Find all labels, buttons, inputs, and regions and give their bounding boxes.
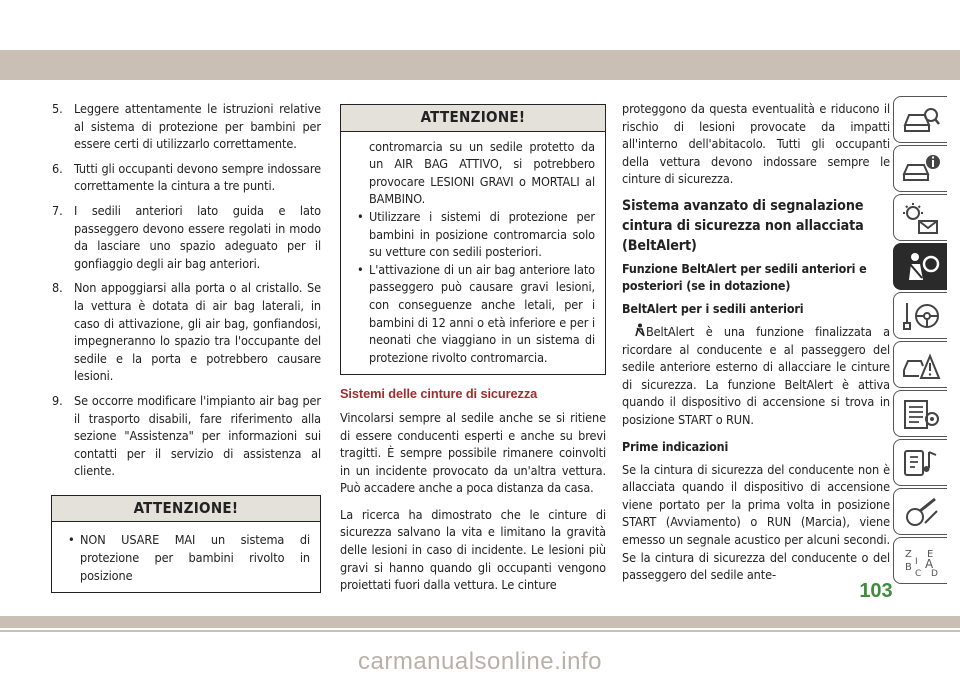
- tab-steering-key[interactable]: [893, 292, 947, 339]
- warning-bullet: • L'attivazione di un air bag anteriore lato passeggero può causare gravi lesioni, con conseguenze anche letali, per i bambini di 12 anni o età inferiore e per i neonati che viaggiano in un sistema di protezione rivolto contromarcia.: [357, 261, 595, 367]
- list-item: [51, 100, 321, 153]
- header-band: [0, 50, 960, 80]
- list-number: 9.: [52, 392, 63, 408]
- warning-title: ATTENZIONE!: [341, 105, 605, 132]
- svg-text:D: D: [930, 568, 938, 578]
- list-item: [51, 392, 321, 480]
- tab-maintenance[interactable]: [893, 390, 947, 437]
- list-number: 5.: [52, 101, 63, 116]
- svg-text:I: I: [914, 556, 918, 567]
- warning-box: [340, 104, 606, 375]
- list-number: 7.: [52, 202, 63, 218]
- middle-column: [340, 104, 606, 603]
- footer-line: [0, 630, 960, 632]
- page-number: 103: [859, 580, 893, 602]
- paragraph: La ricerca ha dimostrato che le cinture di sicurezza salvano la vita e limitano la gravità delle lesioni in caso di incidente. Le lesioni più gravi si hanno quando gli occupanti vengono proiettati fuori dalla vettura. Le cinture: [340, 506, 606, 593]
- list-item: [51, 202, 321, 272]
- beltalert-text: BeltAlert è una funzione finalizzata a ricordare al conducente e al passeggero del sedile anteriore esterno di allacciare le cinture di sicurezza. La funzione BeltAlert è attiva quando il dispositivo di accensione si trova in posizione START o RUN.: [622, 323, 890, 427]
- tab-multimedia[interactable]: [893, 439, 947, 486]
- subheading: BeltAlert per i sedili anteriori: [622, 300, 804, 316]
- subheading: Funzione BeltAlert per sedili anteriori e posteriori (se in dotazione): [622, 260, 867, 293]
- paragraph: Vincolarsi sempre al sedile anche se si ritiene di essere conducenti esperti e anche su brevi tragitti. È sempre possibile rimanere coinvolti in un incidente provocato da un'altra vettura. Può accadere anche a poca distanza da casa.: [340, 409, 606, 496]
- warning-box: [51, 495, 321, 593]
- list-item: [51, 279, 321, 385]
- steering-key-icon: [901, 299, 941, 333]
- left-column: [51, 100, 321, 593]
- section-heading: Sistema avanzato di segnalazione cintura di sicurezza non allacciata (BeltAlert): [622, 197, 864, 254]
- chapter-tabs: [893, 96, 947, 586]
- instruction-list: [51, 100, 321, 480]
- tools-icon: [901, 495, 941, 529]
- subheading: Prime indicazioni: [622, 438, 729, 454]
- warning-body: [341, 132, 605, 375]
- list-text: Tutti gli occupanti devono sempre indossare correttamente la cintura a tre punti.: [74, 160, 321, 194]
- seatbelt-airbag-icon: [901, 250, 941, 284]
- tab-car-warning[interactable]: [893, 341, 947, 388]
- multimedia-icon: [901, 446, 941, 480]
- list-text: Non appoggiarsi alla porta o al cristallo. Se la vettura è dotata di air bag laterali, in caso di attivazione, gli air bag, gonfiandosi, impegneranno lo spazio tra l'occupante del sedile e la porta e potrebbero causare lesioni.: [74, 280, 321, 384]
- car-warning-triangle-icon: [901, 348, 941, 382]
- warning-title: ATTENZIONE!: [52, 496, 320, 523]
- list-number: 8.: [52, 280, 63, 296]
- tab-index[interactable]: [893, 537, 947, 584]
- svg-text:B: B: [904, 561, 912, 573]
- svg-text:E: E: [926, 548, 933, 560]
- warning-bullet: • NON USARE MAI un sistema di protezione per bambini rivolto in posizione: [68, 531, 310, 584]
- car-search-icon: [901, 103, 941, 137]
- alphabetical-index-icon: [901, 544, 941, 578]
- section-title: Sistemi delle cinture di sicurezza: [340, 386, 538, 402]
- maintenance-checklist-icon: [901, 397, 941, 431]
- list-item: [51, 160, 321, 195]
- tab-car-info[interactable]: [893, 145, 947, 192]
- svg-text:Z: Z: [904, 548, 912, 560]
- svg-text:C: C: [914, 568, 921, 578]
- paragraph: proteggono da questa eventualità e riducono il rischio di lesioni provocate da impatti all'interno dell'abitacolo. Tutti gli occupanti della vettura devono indossare sempre le cinture di sicurezza.: [622, 101, 890, 187]
- tab-seatbelt-airbag[interactable]: [893, 243, 947, 290]
- list-text: Se occorre modificare l'impianto air bag per il trasporto disabili, fare riferimento alla sezione "Assistenza" per informazioni sui contatti per il servizio di assistenza al cliente.: [74, 392, 321, 479]
- right-column: [622, 100, 890, 593]
- svg-text:A: A: [924, 556, 933, 571]
- warning-bullet: • Utilizzare i sistemi di protezione per bambini in posizione contromarcia solo su vetture con sedili posteriori.: [357, 208, 595, 261]
- watermark: carmanualsonline.info: [358, 648, 602, 675]
- warning-body: [52, 522, 320, 592]
- tab-tools[interactable]: [893, 488, 947, 535]
- paragraph: [622, 323, 890, 429]
- paragraph: Se la cintura di sicurezza del conducente non è allacciata quando il dispositivo di accensione viene portato per la prima volta in posizione START (Avviamento) o RUN (Marcia), viene emesso un segnale acustico per alcuni secondi. Se la cintura di sicurezza del conducente o del passeggero del sedile ante-: [622, 461, 890, 583]
- list-text: Leggere attentamente le istruzioni relative al sistema di protezione per bambini per essere certi di utilizzarlo correttamente.: [74, 101, 321, 152]
- car-info-icon: [901, 152, 941, 186]
- footer-band: [0, 616, 960, 628]
- tab-warning-lights[interactable]: [893, 194, 947, 241]
- warning-continuation: contromarcia su un sedile protetto da un AIR BAG ATTIVO, si potrebbero provocare LESIONI GRAVI o MORTALI al BAMBINO.: [369, 138, 595, 207]
- list-number: 6.: [52, 160, 63, 176]
- warning-lights-icon: [901, 201, 941, 235]
- tab-car-search[interactable]: [893, 96, 947, 143]
- seatbelt-icon: [632, 323, 646, 337]
- list-text: I sedili anteriori lato guida e lato passeggero devono essere regolati in modo da lasciare uno spazio adeguato per il gonfiaggio degli air bag anteriori.: [74, 202, 321, 271]
